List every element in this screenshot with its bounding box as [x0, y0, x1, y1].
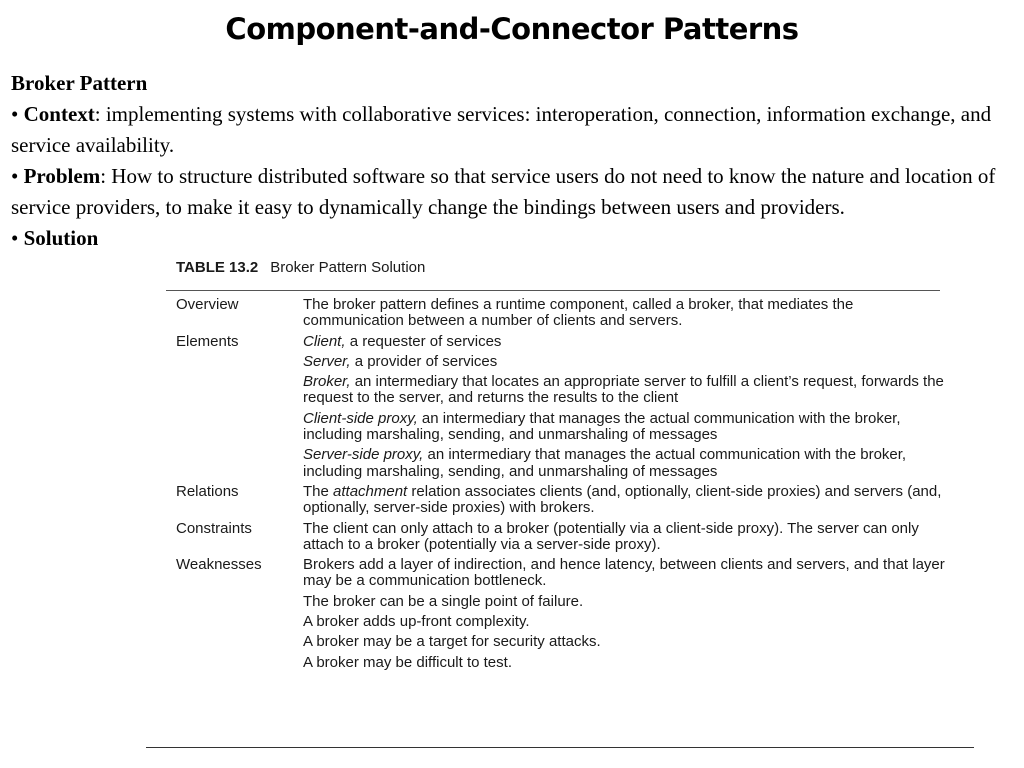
row-content: [303, 484, 956, 517]
row-entry: [303, 634, 956, 650]
row-content: [303, 557, 956, 671]
context-bullet: • Context: implementing systems with collaborative services: interoperation, connection, information exchange, and service availability.: [11, 102, 992, 157]
entry-term: Client,: [303, 332, 346, 350]
row-entry: [303, 411, 956, 444]
table-top-rule: [166, 290, 940, 291]
table-rows: [176, 297, 956, 675]
table-row: [176, 521, 956, 554]
section-heading: Broker Pattern: [11, 71, 148, 95]
entry-term: Client-side proxy,: [303, 409, 418, 427]
table-row: [176, 557, 956, 671]
entry-term: Server,: [303, 352, 351, 370]
table-caption: [176, 259, 425, 276]
entry-term: Broker,: [303, 373, 351, 391]
entry-text: The broker pattern defines a runtime component, called a broker, that mediates the communication between a number of clients and servers.: [303, 296, 854, 330]
row-entry: [303, 297, 956, 330]
table-row: [176, 297, 956, 330]
entry-text: a requester of services: [345, 332, 502, 350]
entry-italic-term: attachment: [333, 482, 408, 500]
entry-text: an intermediary that manages the actual communication with the broker, including marshaling, sending, and unmarshaling of messages: [303, 446, 907, 480]
entry-text: The broker can be a single point of failure.: [303, 592, 584, 610]
row-label: Relations: [176, 482, 239, 500]
row-content: [303, 521, 956, 554]
row-content: [303, 334, 956, 480]
row-entry: [303, 447, 956, 480]
row-entry: [303, 484, 956, 517]
entry-term: Server-side proxy,: [303, 446, 424, 464]
entry-text: a provider of services: [350, 352, 498, 370]
table-number: TABLE 13.2: [176, 259, 259, 276]
solution-bullet: • Solution: [11, 226, 99, 250]
row-entry: [303, 614, 956, 630]
row-label: Constraints: [176, 519, 252, 537]
row-entry: [303, 334, 956, 350]
context-label: Context: [23, 102, 95, 126]
table-row: [176, 334, 956, 480]
entry-text: The client can only attach to a broker (potentially via a client-side proxy). The server can only attach to a broker (potentially via a server-side proxy).: [303, 519, 919, 553]
problem-bullet: • Problem: How to structure distributed software so that service users do not need to know the nature and location of service providers, to make it easy to dynamically change the bindings between users and providers.: [11, 164, 996, 219]
row-entry: [303, 521, 956, 554]
row-content: [303, 297, 956, 330]
problem-text: : How to structure distributed software so that service users do not need to know the nature and location of service providers, to make it easy to dynamically change the bindings between users and providers.: [11, 164, 996, 219]
row-label: Elements: [176, 332, 239, 350]
row-entry: [303, 655, 956, 671]
solution-label: Solution: [23, 226, 99, 250]
row-label: Weaknesses: [176, 556, 262, 574]
entry-text: an intermediary that manages the actual communication with the broker, including marshaling, sending, and unmarshaling of messages: [303, 409, 901, 444]
entry-prefix: The: [303, 482, 334, 500]
entry-text: A broker adds up-front complexity.: [303, 613, 530, 631]
entry-text: relation associates clients (and, optionally, client-side proxies) and servers (and, optionally, server-side proxies) with brokers.: [303, 482, 942, 517]
entry-text: Brokers add a layer of indirection, and hence latency, between clients and servers, and that layer may be a communication bottleneck.: [303, 556, 945, 590]
row-entry: [303, 374, 956, 407]
problem-label: Problem: [23, 164, 101, 188]
row-entry: [303, 557, 956, 590]
table-title: Broker Pattern Solution: [270, 259, 426, 276]
slide-title: Component-and-Connector Patterns: [225, 12, 799, 46]
entry-text: A broker may be difficult to test.: [303, 653, 512, 671]
entry-text: A broker may be a target for security attacks.: [303, 633, 601, 651]
context-text: : implementing systems with collaborative services: interoperation, connection, information exchange, and service availability.: [11, 102, 992, 157]
table-bottom-rule: [146, 747, 974, 748]
row-entry: [303, 594, 956, 610]
entry-text: an intermediary that locates an appropriate server to fulfill a client’s request, forwards the request to the server, and returns the results to the client: [303, 373, 944, 407]
table-row: [176, 484, 956, 517]
row-entry: [303, 354, 956, 370]
slide-body: [11, 68, 1011, 254]
row-label: Overview: [176, 296, 239, 313]
